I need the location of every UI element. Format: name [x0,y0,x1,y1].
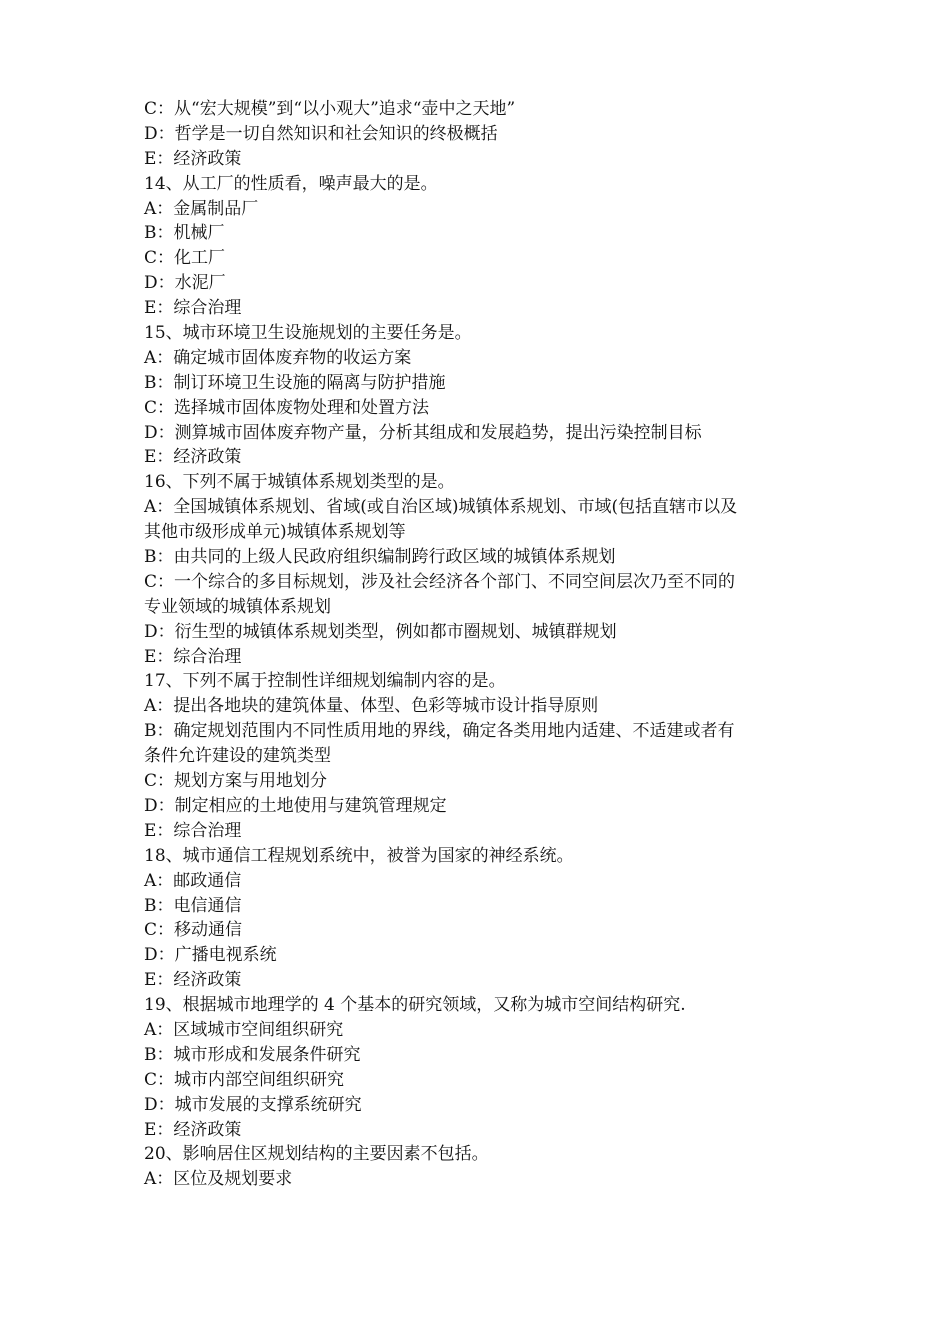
option-line: A：提出各地块的建筑体量、体型、色彩等城市设计指导原则 [144,696,599,717]
question-title: 14、从工厂的性质看，噪声最大的是。 [144,173,438,194]
option-line: A：金属制品厂 [144,198,259,219]
option-line: B：制订环境卫生设施的隔离与防护措施 [144,372,446,393]
option-line: E：经济政策 [144,970,242,991]
option-line: B：城市形成和发展条件研究 [144,1044,361,1065]
option-line: D：测算城市固体废弃物产量，分析其组成和发展趋势，提出污染控制目标 [144,422,702,443]
option-line: D：制定相应的土地使用与建筑管理规定 [144,795,447,816]
option-line: A：全国城镇体系规划、省域(或自治区域)城镇体系规划、市域(包括直辖市以及 [144,497,738,518]
option-line: B：机械厂 [144,223,225,244]
option-line: A：区域城市空间组织研究 [144,1019,344,1040]
text-line: C：从“宏大规模”到“以小观大”追求“壶中之天地” [144,99,516,119]
option-line: C：规划方案与用地划分 [144,771,328,792]
option-line: E：综合治理 [144,646,242,667]
option-line: E：经济政策 [144,447,242,468]
option-line: D：广播电视系统 [144,945,277,966]
option-line: A：确定城市固体废弃物的收运方案 [144,347,412,368]
text-line: E：经济政策 [144,148,242,169]
option-line-continued: 其他市级形成单元)城镇体系规划等 [144,522,406,543]
option-line: C：移动通信 [144,920,243,941]
option-line: C：城市内部空间组织研究 [144,1069,345,1090]
option-line: D：水泥厂 [144,273,226,294]
option-line: E：综合治理 [144,820,242,841]
text-line: D：哲学是一切自然知识和社会知识的终极概括 [144,123,498,144]
option-line: B：电信通信 [144,895,242,916]
option-line: A：区位及规划要求 [144,1169,293,1190]
option-line-continued: 专业领域的城镇体系规划 [144,596,331,617]
question-title: 20、影响居住区规划结构的主要因素不包括。 [144,1144,489,1165]
option-line-continued: 条件允许建设的建筑类型 [144,746,331,767]
document-body [144,97,824,1192]
option-line: D：城市发展的支撑系统研究 [144,1094,362,1115]
question-title: 17、下列不属于控制性详细规划编制内容的是。 [144,671,506,692]
question-title: 15、城市环境卫生设施规划的主要任务是。 [144,323,472,344]
option-line: C：一个综合的多目标规划，涉及社会经济各个部门、不同空间层次乃至不同的 [144,571,736,592]
option-line: E：经济政策 [144,1119,242,1140]
question-title: 19、根据城市地理学的 4 个基本的研究领域，又称为城市空间结构研究. [144,995,686,1016]
option-line: B：由共同的上级人民政府组织编制跨行政区域的城镇体系规划 [144,547,616,568]
option-line: C：化工厂 [144,248,226,269]
question-title: 18、城市通信工程规划系统中，被誉为国家的神经系统。 [144,845,574,866]
option-line: B：确定规划范围内不同性质用地的界线，确定各类用地内适建、不适建或者有 [144,721,735,742]
option-line: C：选择城市固体废物处理和处置方法 [144,397,430,418]
question-title: 16、下列不属于城镇体系规划类型的是。 [144,472,455,493]
option-line: A：邮政通信 [144,870,242,891]
option-line: D：衍生型的城镇体系规划类型，例如都市圈规划、城镇群规划 [144,621,617,642]
option-line: E：综合治理 [144,298,242,319]
